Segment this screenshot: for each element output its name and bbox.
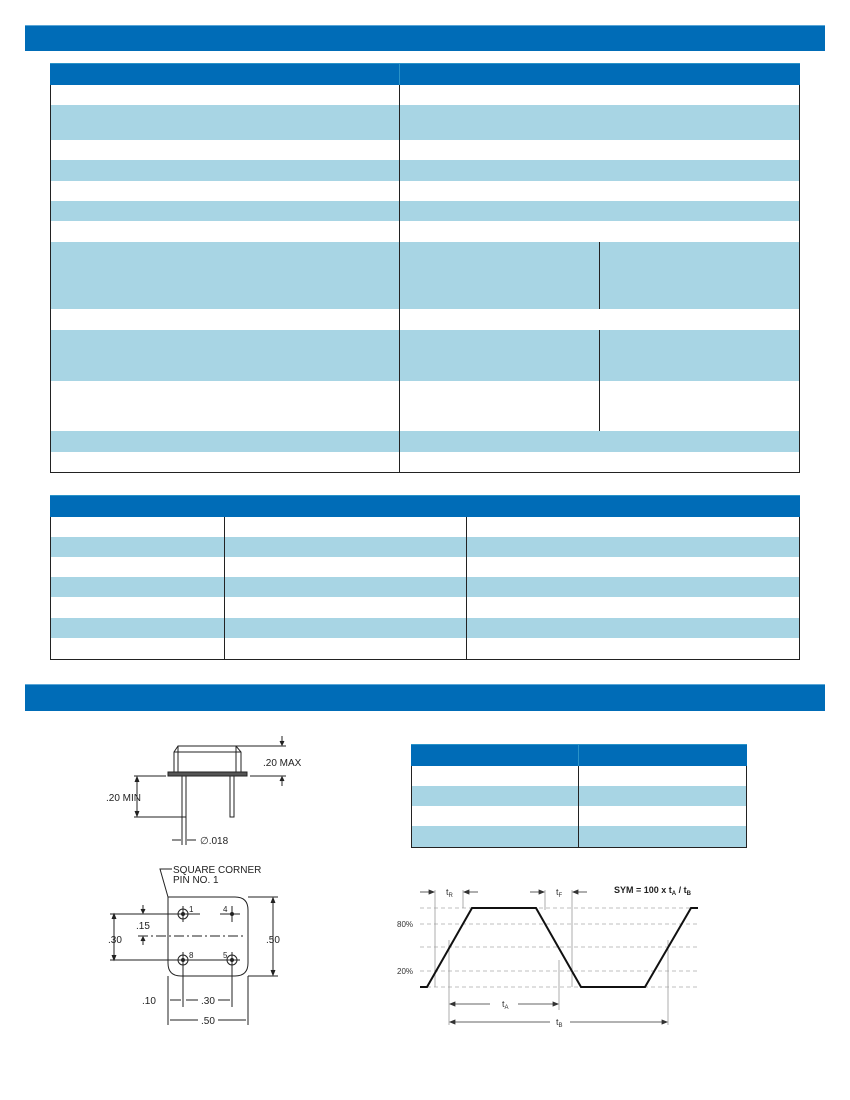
pin1-callout-line1: SQUARE CORNER — [173, 865, 262, 876]
table-row — [50, 517, 800, 538]
half-row-dimension: .15 — [136, 921, 150, 932]
table-row — [411, 786, 747, 807]
table-row — [50, 105, 800, 141]
table-row — [50, 537, 800, 558]
pin-label-8: 8 — [189, 951, 194, 960]
table-row — [50, 330, 800, 382]
table-header — [50, 495, 800, 518]
level-80-label: 80% — [397, 920, 414, 929]
table-row — [50, 221, 800, 243]
table-row — [50, 431, 800, 453]
table-row — [411, 806, 747, 827]
table-row — [411, 766, 747, 787]
drawings-section-band — [25, 684, 825, 711]
pin-label-1: 1 — [189, 905, 194, 914]
fall-time-label: $t_F$ — [556, 887, 563, 899]
symmetry-formula: SYM = 100 x $t_A / t_B$ — [614, 885, 691, 897]
symmetry-waveform-diagram — [390, 870, 720, 1030]
table-header — [411, 744, 747, 767]
table-row — [50, 597, 800, 619]
specifications-section-band — [25, 25, 825, 51]
pin1-callout-line2: PIN NO. 1 — [173, 875, 219, 886]
ordering-table — [50, 495, 800, 661]
table-row — [50, 242, 800, 310]
table-row — [50, 160, 800, 182]
pin-label-5: 5 — [223, 951, 228, 960]
edge-offset-dimension: .10 — [142, 996, 156, 1007]
body-height-dimension: .50 — [266, 935, 280, 946]
specifications-table — [50, 63, 800, 473]
package-side-view-drawing — [100, 730, 320, 860]
table-row — [50, 181, 800, 202]
table-row — [50, 452, 800, 473]
table-row — [50, 85, 800, 106]
tb-label: $t_B$ — [556, 1017, 563, 1029]
pin-function-table — [411, 744, 747, 849]
lead-length-dimension-label: .20 MIN — [106, 793, 142, 804]
package-bottom-view-drawing — [100, 855, 300, 1030]
table-header — [50, 63, 800, 86]
pin-label-4: 4 — [223, 905, 228, 914]
table-row — [50, 140, 800, 161]
column-spacing-dimension: .30 — [201, 996, 215, 1007]
table-row — [50, 557, 800, 578]
row-spacing-dimension: .30 — [108, 935, 122, 946]
table-row — [50, 618, 800, 639]
table-row — [411, 826, 747, 848]
body-width-dimension: .50 — [201, 1016, 215, 1027]
table-row — [50, 638, 800, 660]
table-row — [50, 309, 800, 331]
height-dimension-label: .20 MAX — [263, 758, 302, 769]
lead-diameter-dimension-label: ∅.018 — [200, 836, 229, 847]
level-20-label: 20% — [397, 967, 414, 976]
ta-label: $t_A$ — [502, 999, 509, 1011]
rise-time-label: $t_R$ — [446, 887, 453, 899]
table-row — [50, 201, 800, 222]
table-row — [50, 577, 800, 598]
table-row — [50, 381, 800, 432]
